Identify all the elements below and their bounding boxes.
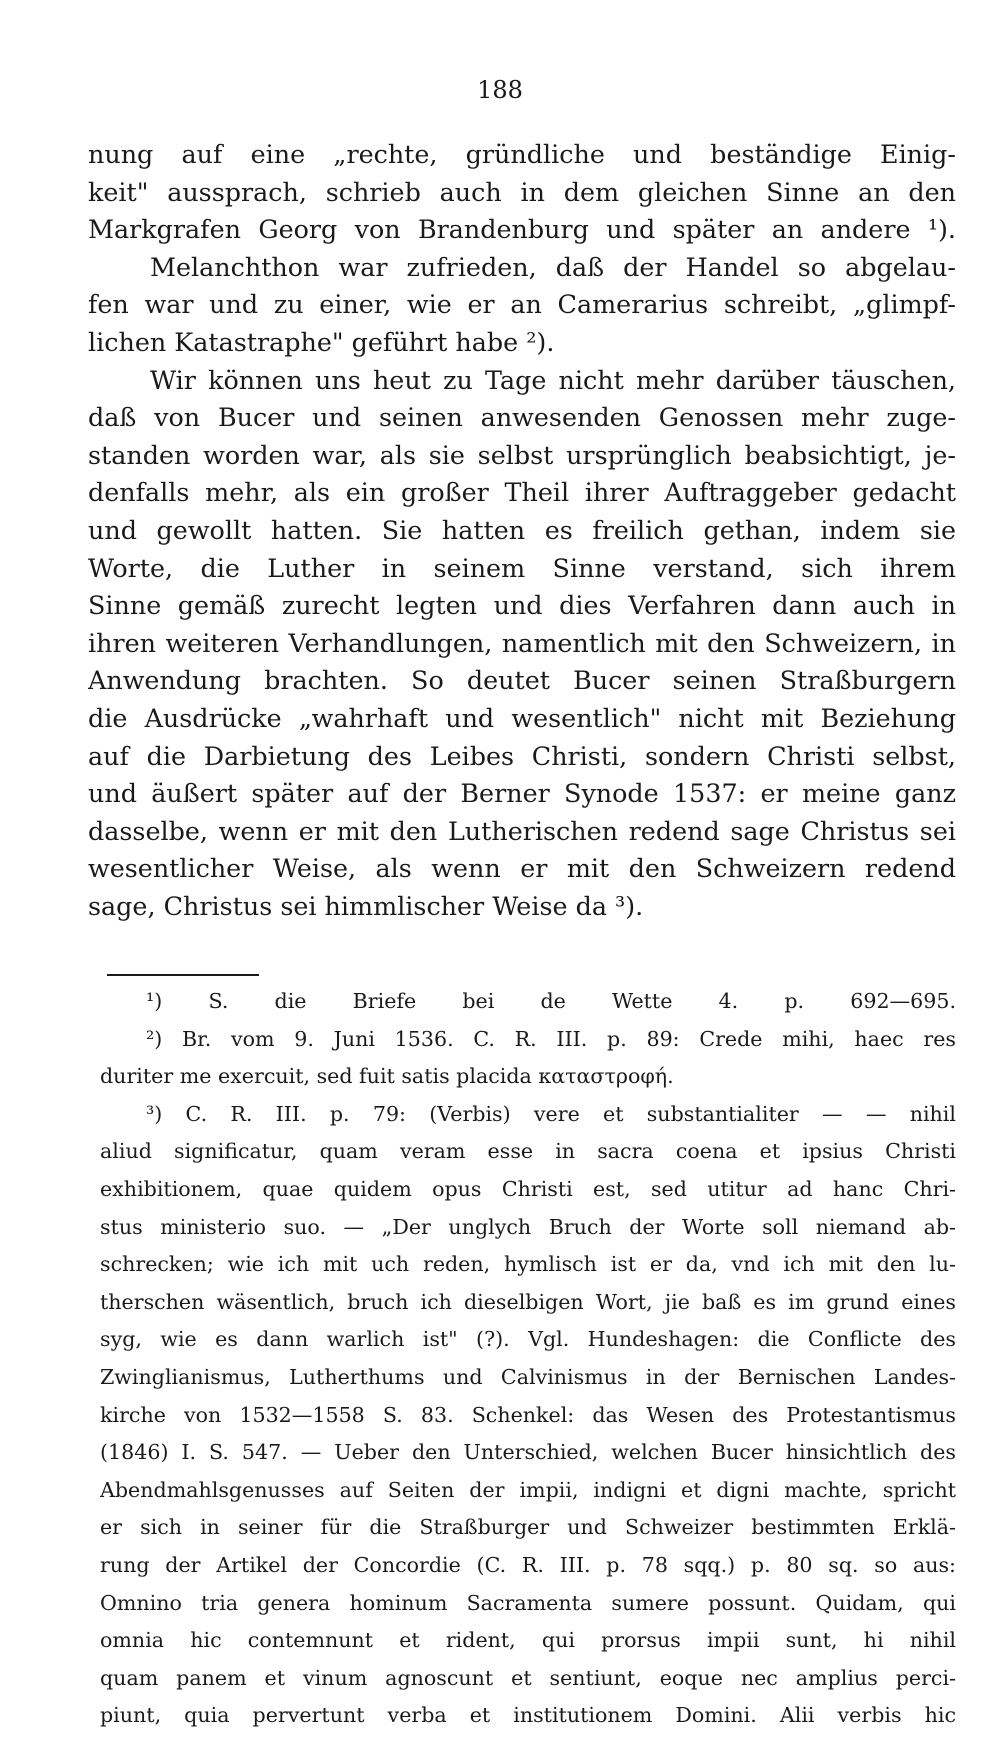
footnote-line: aliud significatur, quam veram esse in sacra coena et ipsius Christi: [100, 1139, 956, 1164]
text-line: die Ausdrücke „wahrhaft und wesentlich" nicht mit Beziehung: [88, 702, 956, 733]
paragraph-start-line: Melanchthon war zufrieden, daß der Handel so abgelau-: [150, 251, 956, 282]
text-line: Worte, die Luther in seinem Sinne verstand, sich ihrem: [88, 552, 956, 583]
footnote-line: schrecken; wie ich mit uch reden, hymlisch ist er da, vnd ich mit den lu-: [100, 1252, 956, 1277]
paragraph-start-line: Wir können uns heut zu Tage nicht mehr darüber täuschen,: [150, 364, 956, 395]
footnote-line: therschen wäsentlich, bruch ich dieselbigen Wort, jie baß es im grund eines: [100, 1289, 956, 1314]
main-text: [88, 136, 956, 925]
footnote-line: Zwinglianismus, Lutherthums und Calvinismus in der Bernischen Landes-: [100, 1364, 956, 1389]
footnotes: [100, 986, 956, 1738]
text-line: und gewollt hatten. Sie hatten es freilich gethan, indem sie: [88, 514, 956, 545]
footnote-1: ¹) S. die Briefe bei de Wette 4. p. 692—695.: [146, 989, 956, 1013]
footnote-line: omnia hic contemnunt et rident, qui prorsus impii sunt, hi nihil: [100, 1628, 956, 1653]
text-line: Anwendung brachten. So deutet Bucer seinen Straßburgern: [88, 665, 956, 696]
footnote-line: exhibitionem, quae quidem opus Christi est, sed utitur ad hanc Chri-: [100, 1176, 956, 1201]
text-line: dasselbe, wenn er mit den Lutherischen redend sage Christus sei: [88, 815, 956, 846]
text-line: Sinne gemäß zurecht legten und dies Verfahren dann auch in: [88, 590, 956, 621]
footnote-line: (1846) I. S. 547. — Ueber den Unterschied, welchen Bucer hinsichtlich des: [100, 1440, 956, 1465]
footnote-line: kirche von 1532—1558 S. 83. Schenkel: das Wesen des Protestantismus: [100, 1402, 956, 1427]
page-number: 188: [477, 76, 523, 104]
text-line: auf die Darbietung des Leibes Christi, sondern Christi selbst,: [88, 740, 956, 771]
footnote-line: syg, wie es dann warlich ist" (?). Vgl. Hundeshagen: die Conflicte des: [100, 1327, 956, 1352]
text-line: nung auf eine „rechte, gründliche und beständige Einig-: [88, 139, 956, 169]
text-line: fen war und zu einer, wie er an Camerarius schreibt, „glimpf-: [88, 289, 956, 320]
footnote-2: ²) Br. vom 9. Juni 1536. C. R. III. p. 89: Crede mihi, haec res: [146, 1026, 956, 1051]
text-line: lichen Katastraphe" geführt habe ²).: [88, 326, 555, 357]
text-line: sage, Christus sei himmlischer Weise da ³).: [88, 890, 644, 921]
footnote-line: rung der Artikel der Concordie (C. R. III. p. 78 sqq.) p. 80 sq. so aus:: [100, 1552, 956, 1577]
footnote-separator: [107, 974, 259, 976]
text-line: standen worden war, als sie selbst ursprünglich beabsichtigt, je-: [88, 439, 956, 470]
text-line: ihren weiteren Verhandlungen, namentlich mit den Schweizern, in: [88, 627, 956, 658]
text-line: wesentlicher Weise, als wenn er mit den Schweizern redend: [88, 853, 956, 884]
footnote-line: Abendmahlsgenusses auf Seiten der impii, indigni et digni machte, spricht: [100, 1477, 956, 1502]
footnote-3: ³) C. R. III. p. 79: (Verbis) vere et substantialiter — — nihil: [146, 1101, 956, 1126]
footnote-line: quam panem et vinum agnoscunt et sentiunt, eoque nec amplius perci-: [100, 1665, 956, 1690]
footnote-line: duriter me exercuit, sed fuit satis placida καταστροφή.: [100, 1064, 674, 1089]
footnote-line: er sich in seiner für die Straßburger und Schweizer bestimmten Erklä-: [100, 1515, 956, 1540]
text-line: Markgrafen Georg von Brandenburg und später an andere ¹).: [88, 214, 956, 245]
footnote-line: piunt, quia pervertunt verba et institutionem Domini. Alii verbis hic: [100, 1703, 956, 1728]
text-line: denfalls mehr, als ein großer Theil ihrer Auftraggeber gedacht: [88, 477, 956, 508]
footnote-line: stus ministerio suo. — „Der unglych Bruch der Worte soll niemand ab-: [100, 1214, 956, 1239]
text-line: und äußert später auf der Berner Synode 1537: er meine ganz: [88, 778, 956, 809]
text-line: keit" aussprach, schrieb auch in dem gleichen Sinne an den: [88, 176, 956, 207]
footnote-line: Omnino tria genera hominum Sacramenta sumere possunt. Quidam, qui: [100, 1590, 956, 1615]
text-line: daß von Bucer und seinen anwesenden Genossen mehr zuge-: [88, 402, 956, 433]
